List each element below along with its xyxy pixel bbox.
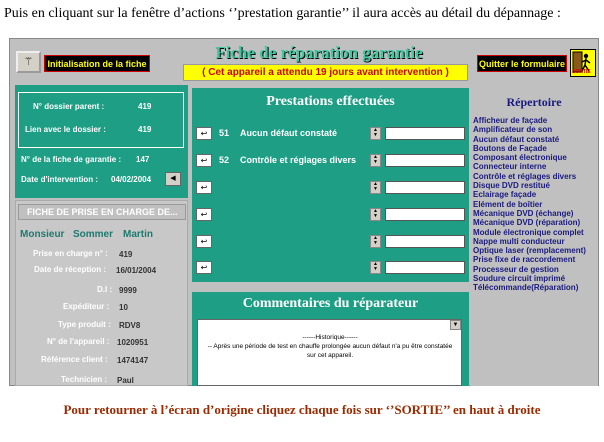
civility: Monsieur [20, 229, 65, 240]
appareil-value: 1020951 [117, 338, 149, 347]
prise-header: FICHE DE PRISE EN CHARGE DE... [18, 204, 186, 220]
repertoire-item[interactable]: Boutons de Façade [473, 143, 547, 153]
row-label: Aucun défaut constaté [240, 128, 338, 138]
row-field[interactable] [385, 208, 465, 221]
row-field[interactable] [385, 154, 465, 167]
first-name: Martin [123, 229, 153, 240]
comments-history [203, 333, 457, 360]
repertoire-list [473, 116, 599, 293]
row-field[interactable] [385, 261, 465, 274]
dossier-box [18, 92, 184, 148]
tech-value: Paul [117, 376, 134, 385]
row-spinner[interactable]: ▲ ▼ [370, 208, 381, 221]
prise-value: 419 [119, 250, 133, 259]
comments-title: Commentaires du réparateur [242, 296, 419, 311]
repertoire-title: Répertoire [506, 95, 562, 109]
init-button[interactable]: Initialisation de la fiche [44, 55, 150, 72]
return-arrow-icon: ↩ [200, 129, 208, 138]
link-value: 419 [138, 125, 152, 134]
last-name: Sommer [73, 229, 114, 240]
intro-text: Puis en cliquant sur la fenêtre d’actions ‘’prestation garantie’’ il aura accès au détail du dépannage : [4, 6, 561, 21]
row-number: 52 [219, 155, 230, 165]
repertoire-item[interactable]: Module électronique complet [473, 227, 584, 237]
fiche-value: 147 [136, 155, 150, 164]
history-label: ------Historique------ [302, 334, 358, 341]
sortie-button[interactable] [570, 49, 596, 77]
wait-info: ( Cet appareil a attendu 19 jours avant intervention ) [183, 64, 468, 81]
form-title: Fiche de réparation garantie [215, 43, 423, 62]
fiche-label: N° de la fiche de garantie : [21, 155, 122, 164]
date-label: Date d'intervention : [21, 175, 99, 184]
row-spinner[interactable]: ▲ ▼ [370, 261, 381, 274]
row-field[interactable] [385, 127, 465, 140]
type-value: RDV8 [119, 321, 141, 330]
repertoire-item[interactable]: Nappe multi conducteur [473, 236, 565, 246]
comments-dropdown[interactable] [450, 320, 461, 330]
link-label: Lien avec le dossier : [25, 125, 106, 134]
chevron-down-icon: ▼ [452, 322, 459, 328]
tech-label: Technicien : [61, 375, 108, 384]
di-value: 9999 [119, 286, 137, 295]
prestations-title: Prestations effectuées [266, 94, 395, 109]
repertoire-item[interactable]: Processeur de gestion [473, 264, 559, 274]
expediteur-label: Expéditeur : [63, 302, 110, 311]
sortie-label: SORTIE [572, 69, 591, 75]
repertoire-item[interactable]: Soudure circuit imprimé [473, 274, 566, 284]
repertoire-item[interactable]: Aucun défaut constaté [473, 134, 560, 144]
repertoire-item[interactable]: Composant électronique [473, 153, 567, 163]
history-text: -- Après une période de test en chauffe prolongée aucun défaut n'a pu être constatée sur cet appareil. [207, 343, 453, 359]
expediteur-value: 10 [119, 303, 128, 312]
reception-label: Date de réception : [34, 265, 107, 274]
repertoire-item[interactable]: Eclairage façade [473, 190, 537, 200]
prise-label: Prise en charge n° : [33, 249, 108, 258]
ref-label: Référence client : [41, 355, 108, 364]
footer-text: Pour retourner à l’écran d’origine cliquez chaque fois sur ‘’SORTIE’’ en haut à droite [63, 402, 541, 417]
repertoire-item[interactable]: Contrôle et réglages divers [473, 171, 577, 181]
date-prev-button[interactable] [165, 172, 181, 186]
quit-button[interactable]: Quitter le formulaire [477, 55, 567, 72]
row-select-button[interactable] [196, 208, 212, 221]
row-spinner[interactable]: ▲ ▼ [370, 235, 381, 248]
repertoire-item[interactable]: Afficheur de façade [473, 116, 548, 125]
repertoire-item[interactable]: Télécommande(Réparation) [473, 283, 579, 293]
return-arrow-icon: ↩ [200, 263, 208, 272]
row-select-button[interactable] [196, 235, 212, 248]
row-number: 51 [219, 128, 230, 138]
wand-icon: ⚚ [23, 56, 34, 68]
row-select-button[interactable] [196, 261, 212, 274]
tool-button[interactable] [16, 51, 41, 73]
type-label: Type produit : [58, 320, 111, 329]
repertoire-item[interactable]: Elément de boîtier [473, 199, 543, 209]
appareil-label: N° de l'appareil : [47, 337, 110, 346]
repertoire-item[interactable]: Connecteur interne [473, 162, 547, 172]
row-spinner[interactable]: ▲ ▼ [370, 154, 381, 167]
row-select-button[interactable] [196, 127, 212, 140]
repertoire-item[interactable]: Disque DVD restitué [473, 181, 550, 191]
row-spinner[interactable]: ▲ ▼ [370, 181, 381, 194]
return-arrow-icon: ↩ [200, 237, 208, 246]
ref-value: 1474147 [117, 356, 149, 365]
parent-label: N° dossier parent : [33, 102, 105, 111]
parent-value: 419 [138, 102, 152, 111]
return-arrow-icon: ↩ [200, 183, 208, 192]
triangle-left-icon: ◀ [170, 175, 176, 182]
row-spinner[interactable]: ▲ ▼ [370, 127, 381, 140]
return-arrow-icon: ↩ [200, 210, 208, 219]
repertoire-item[interactable]: Mécanique DVD (réparation) [473, 218, 581, 228]
repertoire-item[interactable]: Optique laser (remplacement) [473, 246, 586, 256]
reception-value: 16/01/2004 [116, 266, 157, 275]
row-select-button[interactable] [196, 181, 212, 194]
di-label: D.I : [97, 285, 113, 294]
repertoire-item[interactable]: Mécanique DVD (échange) [473, 208, 574, 218]
date-value: 04/02/2004 [111, 175, 152, 184]
row-field[interactable] [385, 235, 465, 248]
repertoire-item[interactable]: Amplificateur de son [473, 125, 553, 135]
row-field[interactable] [385, 181, 465, 194]
row-label: Contrôle et réglages divers [240, 155, 357, 165]
return-arrow-icon: ↩ [200, 156, 208, 165]
row-select-button[interactable] [196, 154, 212, 167]
repertoire-item[interactable]: Prise fixe de raccordement [473, 255, 576, 265]
